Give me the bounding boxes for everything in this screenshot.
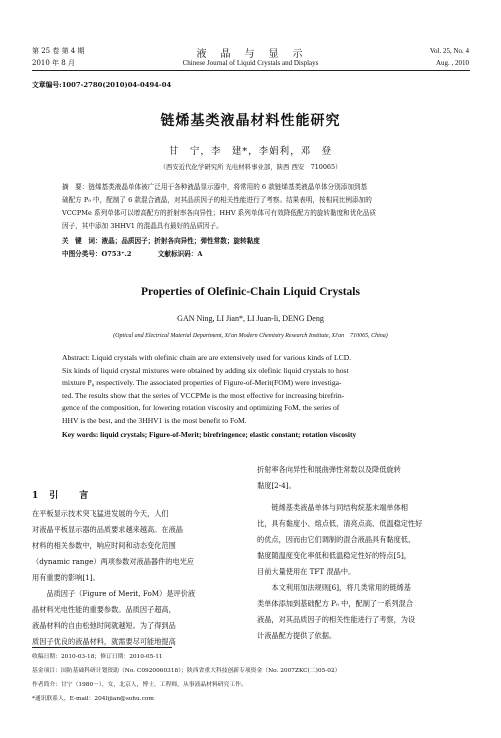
abstract-en-line: mixture P₀ respectively. The associated properties of Figure-of-Merit(FOM) were investiga- xyxy=(62,378,342,387)
abstract-cn-line: 础配方 P₀ 中，配制了 6 款混合液晶，对其品质因子的相关性能进行了考察。结果表明，按相同比例添加的 xyxy=(62,196,372,204)
header-volume: 第 25 卷 第 4 期 xyxy=(32,47,85,55)
section-heading: 1 引 言 xyxy=(32,491,90,501)
body-line: 晶材料光电性能的重要参数。品质因子超高， xyxy=(32,605,176,614)
keywords-en: Key words: liquid crystals; Figure-of-Merit; birefringence; elastic constant; rotation viscosity xyxy=(62,430,357,439)
authors-cn: 甘 宁，李 建*，李娟利，邓 登 xyxy=(168,146,333,157)
abstract-en-line: Abstract: Liquid crystals with olefinic chain are are extensively used for various kinds of LCD. xyxy=(62,353,352,362)
title-en: Properties of Olefinic-Chain Liquid Crystals xyxy=(141,286,360,298)
footnote-received: 收稿日期：2010-03-18；修订日期：2010-05-11 xyxy=(32,654,163,660)
body-line: 液晶材料的自由松弛时间就越短。为了得到品 xyxy=(32,621,176,630)
body-line: 的优点，因而由它们调制的混合液晶具有黏度低、 xyxy=(257,535,416,544)
header-vol-no: Vol. 25, No. 4 xyxy=(429,47,469,55)
body-line: 黏度随温度变化率低和低温稳定性好的特点[5]， xyxy=(257,551,411,560)
header-journal-en: Chinese Journal of Liquid Crystals and Displays xyxy=(182,59,319,67)
footnote-author: 作者简介：甘宁（1980－），女，北京人，博士，工程师，从事液晶材料研究工作。 xyxy=(32,682,247,688)
abstract-en-line: gence of the composition, for lowering rotation viscosity and optimizing FoM, the series of xyxy=(62,403,340,412)
footnote-rule xyxy=(32,647,172,648)
body-line: 比，具有黏度小、熔点低、清亮点高、低温稳定性好 xyxy=(257,519,423,528)
footnote-contact: *通讯联系人，E-mail：204lijian@sohu.com xyxy=(32,696,154,702)
body-line: 液晶，对其品质因子的相关性能进行了考察，为设 xyxy=(257,615,416,624)
body-line: 目前大量使用在 TFT 混晶中。 xyxy=(257,567,356,576)
affiliation-en: (Optical and Electrical Material Department, Xi'an Modern Chemistry Research Institute, Xi'an 710065, China) xyxy=(113,333,388,339)
classification: 中图分类号：O753⁺.2 文献标识码：A xyxy=(62,250,203,258)
body-line: 品质因子（Figure of Merit, FoM）是评价液 xyxy=(32,589,196,598)
body-line: 链烯基类液晶单体与同结构烷基末端单体相 xyxy=(257,503,408,512)
body-line: 对液晶平板显示器的品质要求越来越高。在液晶 xyxy=(32,525,183,534)
body-line: 质因子优良的液晶材料，就需要尽可能地提高 xyxy=(32,637,176,646)
header-date-en: Aug. , 2010 xyxy=(435,59,469,67)
keywords-cn: 关 键 词：液晶；品质因子；折射各向异性；弹性常数；旋转黏度 xyxy=(62,237,260,245)
body-line: 材料的相关参数中，响应时间和动态变化范围 xyxy=(32,541,176,550)
body-line: 计液晶配方提供了依据。 xyxy=(257,631,337,640)
authors-en: GAN Ning, LI Jian*, LI Juan-li, DENG Deng xyxy=(177,314,324,323)
abstract-en-line: HHV is the best, and the 3HHV1 is the most benefit to FoM. xyxy=(62,415,247,425)
body-line: 折射率各向异性和展曲弹性常数以及降低旋转 xyxy=(257,465,401,474)
footnote-funding: 基金项目：国防基础科研计划资助（No. C0920060318）；陕西省重大科技创新专项资金（No. 2007ZKC(二)05-02） xyxy=(32,668,341,674)
abstract-cn-line: 因子，其中添加 3HHV1 的混晶具有最好的品质因子。 xyxy=(62,222,223,230)
header-date: 2010 年 8 月 xyxy=(32,59,75,67)
body-line: 本文利用加法规则[6]，将几类常用的链烯基 xyxy=(257,583,411,592)
header-journal-cn: 液 晶 与 显 示 xyxy=(196,49,305,60)
abstract-en-line: ted. The results show that the series of VCCPMe is the most effective for increasing birefrin- xyxy=(62,390,345,400)
abstract-en-line: Six kinds of liquid crystal mixtures were obtained by adding six olefinic liquid crystals to host xyxy=(62,365,349,375)
body-line: （dynamic range）两项参数对液晶器件的电光应 xyxy=(32,557,195,566)
body-line: 用有重要的影响[1]。 xyxy=(32,573,100,582)
title-cn: 链烯基类液晶材料性能研究 xyxy=(160,113,341,129)
abstract-cn-line: 摘 要：链烯基类液晶单体被广泛用于各种液晶显示器中，将常用的 6 款链烯基类液晶单体分别添加到基 xyxy=(62,183,368,191)
body-line: 黏度[2-4]。 xyxy=(257,481,296,490)
affiliation-cn: （西安近代化学研究所 光电材料事业部，陕西 西安 710065） xyxy=(159,163,342,171)
body-line: 类单体添加到基础配方 P₀ 中，配制了一系列混合 xyxy=(257,599,414,608)
abstract-cn-line: VCCPMe 系列单体可以增高配方的折射率各向异性；HHV 系列单体可有效降低配方的旋转黏度和优化品质 xyxy=(62,209,377,217)
header-rule xyxy=(32,70,470,71)
body-line: 在平板显示技术突飞猛进发展的今天，人们 xyxy=(32,509,169,518)
article-number: 文章编号:1007-2780(2010)04-0494-04 xyxy=(32,81,172,89)
